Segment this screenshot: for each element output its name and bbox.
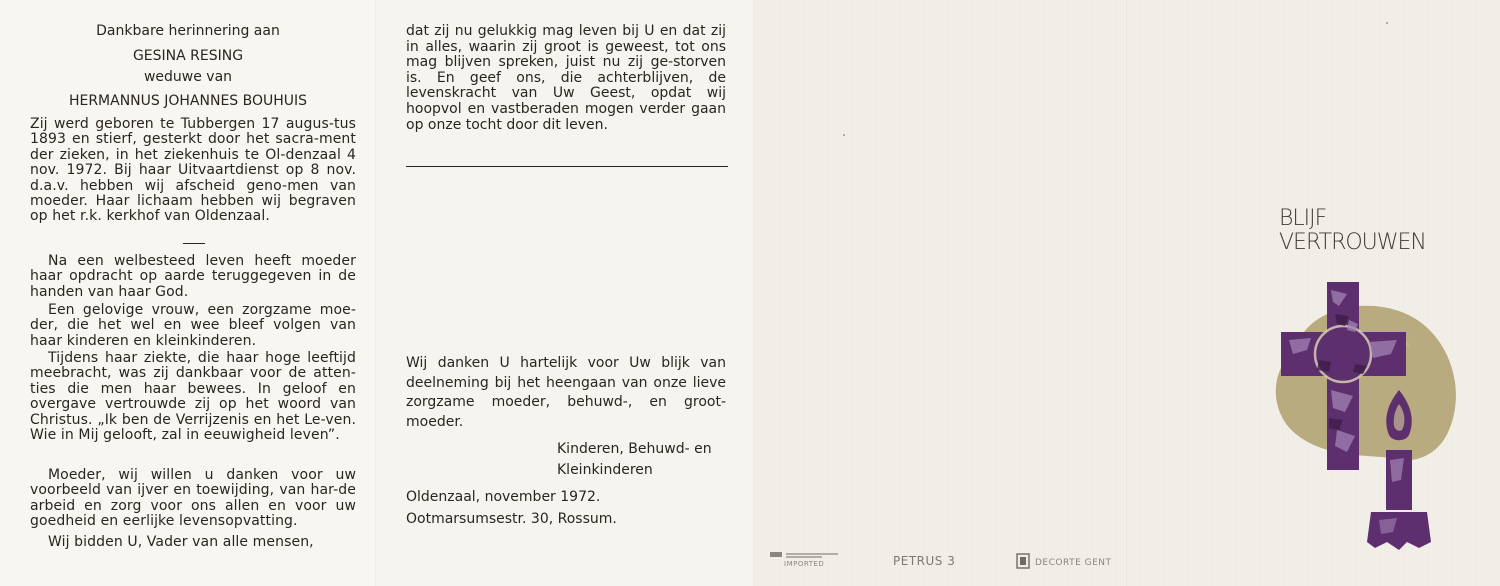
inside-left-panel <box>0 0 376 586</box>
imported-label: IMPORTED <box>784 560 825 568</box>
paper-speck <box>843 134 845 136</box>
gold-halo <box>1276 306 1456 460</box>
inside-middle-panel <box>376 0 754 586</box>
separator-dash <box>183 243 205 244</box>
candle-base <box>1367 512 1431 550</box>
cover-panel <box>754 0 1500 586</box>
imported-logo-icon <box>770 550 840 560</box>
life-paragraph: Na een welbesteed leven heeft moeder haar opdracht op aarde teruggegeven in de handen van haar God. <box>30 253 356 300</box>
paper-speck <box>1386 22 1388 24</box>
cover-title-line-1: BLIJF <box>1279 206 1327 231</box>
cover-fold <box>1126 0 1128 586</box>
place-date: Oldenzaal, november 1972. <box>406 489 601 505</box>
heading: Dankbare herinnering aan <box>96 23 280 39</box>
publisher-label: DECORTE GENT <box>1035 558 1112 568</box>
relation-label: weduwe van <box>143 69 233 85</box>
mother-paragraph: Een gelovige vrouw, een zorgzame moe-der, die het wel en wee bleef volgen van haar kinderen en kleinkinderen. <box>30 302 356 349</box>
prayer-start: Wij bidden U, Vader van alle mensen, <box>48 534 314 550</box>
signature-line-1: Kinderen, Behuwd- en <box>557 441 712 457</box>
cover-title-line-2: VERTROUWEN <box>1279 230 1426 255</box>
thanks-mother-paragraph: Moeder, wij willen u danken voor uw voorbeeld van ijver en toewijding, van har-de arbeid en zorg voor ons allen en voor uw goedheid en eerlijke levensopvatting. <box>30 467 356 530</box>
divider-rule <box>406 166 728 167</box>
deceased-name: GESINA RESING <box>132 48 244 64</box>
biography-paragraph: Zij werd geboren te Tubbergen 17 augus-tus 1893 en stierf, gesterkt door het sacra-ment der zieken, in het ziekenhuis te Ol-denzaal 4 nov. 1972. Bij haar Uitvaartdienst op 8 nov. d.a.v. hebben wij afscheid geno-men van moeder. Haar lichaam hebben wij begraven op het r.k. kerkhof van Oldenzaal. <box>30 116 356 225</box>
thanks-paragraph: Wij danken U hartelijk voor Uw blijk van deelneming bij het heengaan van onze lieve zorgzame moeder, behuwd-, en groot-moeder. <box>406 355 726 430</box>
prayer-continued: dat zij nu gelukkig mag leven bij U en dat zij in alles, waarin zij groot is geweest, tot ons mag blijven spreken, juist nu zij ge-storven is. En geef ons, die achterblijven, de levenskracht van Uw Geest, opdat wij hoopvol en vastberaden mogen verder gaan op onze tocht door dit leven. <box>406 23 726 133</box>
model-label: PETRUS 3 <box>893 554 956 568</box>
illness-paragraph: Tijdens haar ziekte, die haar hoge leeftijd meebracht, was zij dankbaar voor de atten-ties die men haar bewees. In geloof en overgave vertrouwde zij op het woord van Christus. „Ik ben de Verrijzenis en het Le-ven. Wie in Mij gelooft, zal in eeuwigheid leven”. <box>30 350 356 444</box>
cross-illustration <box>1259 280 1459 555</box>
address: Ootmarsumsestr. 30, Rossum. <box>406 511 617 527</box>
signature-line-2: Kleinkinderen <box>557 462 653 478</box>
spouse-name: HERMANNUS JOHANNES BOUHUIS <box>68 93 308 109</box>
publisher-logo-icon <box>1016 553 1030 569</box>
